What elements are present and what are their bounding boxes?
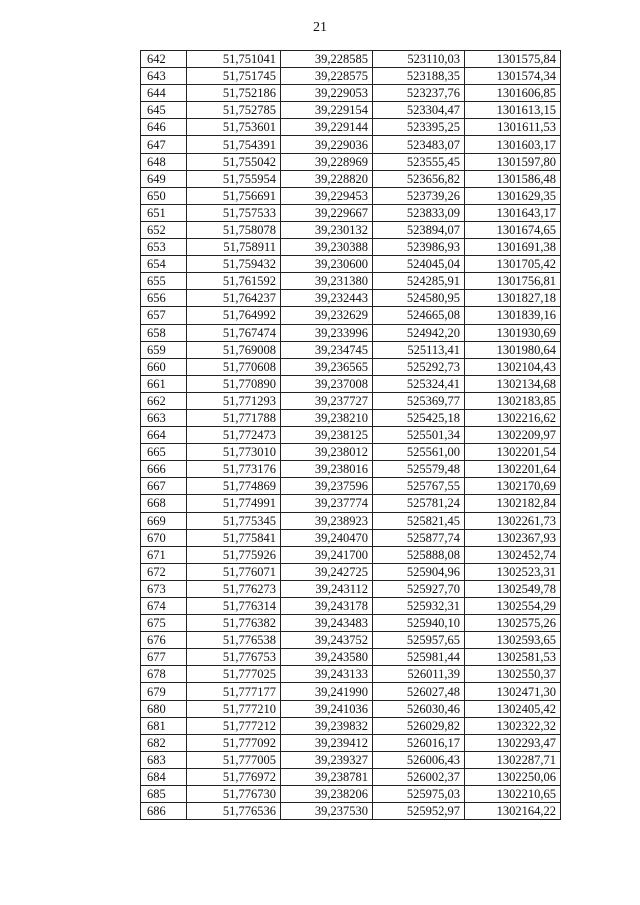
table-row <box>141 512 561 529</box>
table-row <box>141 51 561 68</box>
point-number-cell: 671 <box>141 546 187 563</box>
coordinates-table <box>140 50 561 820</box>
point-number-cell: 669 <box>141 512 187 529</box>
coord-x-cell: 525888,08 <box>373 546 465 563</box>
point-number-cell: 675 <box>141 615 187 632</box>
longitude-cell: 39,233996 <box>281 324 373 341</box>
coord-x-cell: 525932,31 <box>373 598 465 615</box>
coord-x-cell: 524942,20 <box>373 324 465 341</box>
table-row <box>141 409 561 426</box>
table-row <box>141 68 561 85</box>
longitude-cell: 39,228820 <box>281 170 373 187</box>
coord-x-cell: 523395,25 <box>373 119 465 136</box>
longitude-cell: 39,229453 <box>281 187 373 204</box>
coord-y-cell: 1301574,34 <box>465 68 561 85</box>
coord-y-cell: 1302575,26 <box>465 615 561 632</box>
coord-x-cell: 525981,44 <box>373 649 465 666</box>
coord-y-cell: 1302471,30 <box>465 683 561 700</box>
point-number-cell: 676 <box>141 632 187 649</box>
latitude-cell: 51,769008 <box>187 341 281 358</box>
point-number-cell: 664 <box>141 427 187 444</box>
point-number-cell: 673 <box>141 580 187 597</box>
longitude-cell: 39,240470 <box>281 529 373 546</box>
coord-y-cell: 1301674,65 <box>465 221 561 238</box>
point-number-cell: 667 <box>141 478 187 495</box>
longitude-cell: 39,234745 <box>281 341 373 358</box>
coord-x-cell: 523483,07 <box>373 136 465 153</box>
table-row <box>141 529 561 546</box>
coord-y-cell: 1302322,32 <box>465 717 561 734</box>
coord-y-cell: 1302523,31 <box>465 563 561 580</box>
point-number-cell: 670 <box>141 529 187 546</box>
point-number-cell: 661 <box>141 375 187 392</box>
table-row <box>141 478 561 495</box>
point-number-cell: 643 <box>141 68 187 85</box>
point-number-cell: 663 <box>141 409 187 426</box>
point-number-cell: 685 <box>141 786 187 803</box>
longitude-cell: 39,230132 <box>281 221 373 238</box>
point-number-cell: 650 <box>141 187 187 204</box>
latitude-cell: 51,770890 <box>187 375 281 392</box>
coord-x-cell: 524580,95 <box>373 290 465 307</box>
latitude-cell: 51,775926 <box>187 546 281 563</box>
coord-y-cell: 1302250,06 <box>465 768 561 785</box>
latitude-cell: 51,770608 <box>187 358 281 375</box>
longitude-cell: 39,228969 <box>281 153 373 170</box>
coord-x-cell: 525369,77 <box>373 392 465 409</box>
coord-y-cell: 1301603,17 <box>465 136 561 153</box>
longitude-cell: 39,228585 <box>281 51 373 68</box>
coord-y-cell: 1301839,16 <box>465 307 561 324</box>
coord-y-cell: 1302549,78 <box>465 580 561 597</box>
table-row <box>141 683 561 700</box>
point-number-cell: 655 <box>141 273 187 290</box>
latitude-cell: 51,754391 <box>187 136 281 153</box>
coord-x-cell: 526029,82 <box>373 717 465 734</box>
table-row <box>141 256 561 273</box>
coord-y-cell: 1301643,17 <box>465 204 561 221</box>
coord-x-cell: 523304,47 <box>373 102 465 119</box>
longitude-cell: 39,229036 <box>281 136 373 153</box>
coord-y-cell: 1301980,64 <box>465 341 561 358</box>
longitude-cell: 39,238125 <box>281 427 373 444</box>
longitude-cell: 39,238206 <box>281 786 373 803</box>
latitude-cell: 51,753601 <box>187 119 281 136</box>
latitude-cell: 51,777177 <box>187 683 281 700</box>
point-number-cell: 648 <box>141 153 187 170</box>
latitude-cell: 51,776972 <box>187 768 281 785</box>
longitude-cell: 39,230388 <box>281 239 373 256</box>
coord-y-cell: 1302104,43 <box>465 358 561 375</box>
point-number-cell: 666 <box>141 461 187 478</box>
table-row <box>141 717 561 734</box>
coord-y-cell: 1301691,38 <box>465 239 561 256</box>
latitude-cell: 51,775345 <box>187 512 281 529</box>
point-number-cell: 658 <box>141 324 187 341</box>
coord-x-cell: 526016,17 <box>373 734 465 751</box>
coord-x-cell: 525877,74 <box>373 529 465 546</box>
coord-y-cell: 1302210,65 <box>465 786 561 803</box>
longitude-cell: 39,230600 <box>281 256 373 273</box>
longitude-cell: 39,229144 <box>281 119 373 136</box>
longitude-cell: 39,232629 <box>281 307 373 324</box>
table-row <box>141 239 561 256</box>
latitude-cell: 51,764992 <box>187 307 281 324</box>
latitude-cell: 51,752785 <box>187 102 281 119</box>
longitude-cell: 39,243112 <box>281 580 373 597</box>
latitude-cell: 51,757533 <box>187 204 281 221</box>
point-number-cell: 660 <box>141 358 187 375</box>
coord-y-cell: 1302550,37 <box>465 666 561 683</box>
table-row <box>141 461 561 478</box>
table-row <box>141 546 561 563</box>
longitude-cell: 39,237596 <box>281 478 373 495</box>
point-number-cell: 680 <box>141 700 187 717</box>
point-number-cell: 681 <box>141 717 187 734</box>
coord-y-cell: 1301705,42 <box>465 256 561 273</box>
table-row <box>141 102 561 119</box>
latitude-cell: 51,776314 <box>187 598 281 615</box>
longitude-cell: 39,241700 <box>281 546 373 563</box>
longitude-cell: 39,229154 <box>281 102 373 119</box>
coord-y-cell: 1301575,84 <box>465 51 561 68</box>
coord-y-cell: 1302209,97 <box>465 427 561 444</box>
latitude-cell: 51,758911 <box>187 239 281 256</box>
table-row <box>141 768 561 785</box>
table-row <box>141 563 561 580</box>
latitude-cell: 51,759432 <box>187 256 281 273</box>
table-row <box>141 324 561 341</box>
coord-x-cell: 526011,39 <box>373 666 465 683</box>
latitude-cell: 51,751041 <box>187 51 281 68</box>
coord-x-cell: 526030,46 <box>373 700 465 717</box>
point-number-cell: 653 <box>141 239 187 256</box>
longitude-cell: 39,243752 <box>281 632 373 649</box>
latitude-cell: 51,776273 <box>187 580 281 597</box>
coord-x-cell: 525425,18 <box>373 409 465 426</box>
longitude-cell: 39,228575 <box>281 68 373 85</box>
latitude-cell: 51,776382 <box>187 615 281 632</box>
longitude-cell: 39,242725 <box>281 563 373 580</box>
table-row <box>141 444 561 461</box>
table-row <box>141 85 561 102</box>
latitude-cell: 51,771788 <box>187 409 281 426</box>
latitude-cell: 51,773176 <box>187 461 281 478</box>
longitude-cell: 39,241036 <box>281 700 373 717</box>
table-row <box>141 803 561 820</box>
coord-x-cell: 525975,03 <box>373 786 465 803</box>
coord-x-cell: 525579,48 <box>373 461 465 478</box>
coord-y-cell: 1302581,53 <box>465 649 561 666</box>
point-number-cell: 672 <box>141 563 187 580</box>
coord-x-cell: 523656,82 <box>373 170 465 187</box>
table-row <box>141 170 561 187</box>
coord-x-cell: 525952,97 <box>373 803 465 820</box>
latitude-cell: 51,777005 <box>187 751 281 768</box>
coord-x-cell: 525927,70 <box>373 580 465 597</box>
coord-y-cell: 1302170,69 <box>465 478 561 495</box>
coord-y-cell: 1302182,84 <box>465 495 561 512</box>
longitude-cell: 39,239327 <box>281 751 373 768</box>
coord-x-cell: 523739,26 <box>373 187 465 204</box>
point-number-cell: 645 <box>141 102 187 119</box>
point-number-cell: 674 <box>141 598 187 615</box>
latitude-cell: 51,774991 <box>187 495 281 512</box>
point-number-cell: 651 <box>141 204 187 221</box>
longitude-cell: 39,243133 <box>281 666 373 683</box>
coord-y-cell: 1302293,47 <box>465 734 561 751</box>
longitude-cell: 39,238210 <box>281 409 373 426</box>
point-number-cell: 684 <box>141 768 187 785</box>
page-number: 21 <box>313 20 327 35</box>
coord-y-cell: 1302593,65 <box>465 632 561 649</box>
table-row <box>141 751 561 768</box>
table-row <box>141 307 561 324</box>
table-row <box>141 734 561 751</box>
table-row <box>141 204 561 221</box>
point-number-cell: 665 <box>141 444 187 461</box>
coord-y-cell: 1302405,42 <box>465 700 561 717</box>
coord-x-cell: 526006,43 <box>373 751 465 768</box>
table-row <box>141 273 561 290</box>
latitude-cell: 51,773010 <box>187 444 281 461</box>
latitude-cell: 51,777212 <box>187 717 281 734</box>
latitude-cell: 51,777025 <box>187 666 281 683</box>
point-number-cell: 686 <box>141 803 187 820</box>
latitude-cell: 51,767474 <box>187 324 281 341</box>
latitude-cell: 51,775841 <box>187 529 281 546</box>
latitude-cell: 51,761592 <box>187 273 281 290</box>
coord-y-cell: 1302216,62 <box>465 409 561 426</box>
coord-x-cell: 523833,09 <box>373 204 465 221</box>
latitude-cell: 51,776071 <box>187 563 281 580</box>
longitude-cell: 39,239412 <box>281 734 373 751</box>
point-number-cell: 657 <box>141 307 187 324</box>
coord-x-cell: 525904,96 <box>373 563 465 580</box>
longitude-cell: 39,236565 <box>281 358 373 375</box>
coord-y-cell: 1301930,69 <box>465 324 561 341</box>
longitude-cell: 39,238781 <box>281 768 373 785</box>
longitude-cell: 39,237530 <box>281 803 373 820</box>
longitude-cell: 39,243178 <box>281 598 373 615</box>
coord-y-cell: 1302201,54 <box>465 444 561 461</box>
table-row <box>141 136 561 153</box>
coord-x-cell: 525501,34 <box>373 427 465 444</box>
coord-x-cell: 523986,93 <box>373 239 465 256</box>
point-number-cell: 644 <box>141 85 187 102</box>
coord-y-cell: 1301611,53 <box>465 119 561 136</box>
latitude-cell: 51,772473 <box>187 427 281 444</box>
coord-x-cell: 526002,37 <box>373 768 465 785</box>
latitude-cell: 51,771293 <box>187 392 281 409</box>
table-row <box>141 700 561 717</box>
coord-x-cell: 523237,76 <box>373 85 465 102</box>
coord-x-cell: 524665,08 <box>373 307 465 324</box>
point-number-cell: 659 <box>141 341 187 358</box>
coord-y-cell: 1301613,15 <box>465 102 561 119</box>
point-number-cell: 656 <box>141 290 187 307</box>
table-row <box>141 341 561 358</box>
latitude-cell: 51,751745 <box>187 68 281 85</box>
coord-y-cell: 1302201,64 <box>465 461 561 478</box>
coord-y-cell: 1301597,80 <box>465 153 561 170</box>
coord-x-cell: 523188,35 <box>373 68 465 85</box>
table-row <box>141 598 561 615</box>
latitude-cell: 51,758078 <box>187 221 281 238</box>
coord-y-cell: 1302134,68 <box>465 375 561 392</box>
table-row <box>141 153 561 170</box>
longitude-cell: 39,243580 <box>281 649 373 666</box>
table-row <box>141 358 561 375</box>
table-row <box>141 632 561 649</box>
point-number-cell: 683 <box>141 751 187 768</box>
longitude-cell: 39,243483 <box>281 615 373 632</box>
longitude-cell: 39,232443 <box>281 290 373 307</box>
coord-x-cell: 525561,00 <box>373 444 465 461</box>
longitude-cell: 39,237774 <box>281 495 373 512</box>
point-number-cell: 647 <box>141 136 187 153</box>
point-number-cell: 654 <box>141 256 187 273</box>
coord-y-cell: 1301606,85 <box>465 85 561 102</box>
coord-y-cell: 1302452,74 <box>465 546 561 563</box>
point-number-cell: 642 <box>141 51 187 68</box>
latitude-cell: 51,755042 <box>187 153 281 170</box>
table-row <box>141 392 561 409</box>
longitude-cell: 39,241990 <box>281 683 373 700</box>
coord-x-cell: 525957,65 <box>373 632 465 649</box>
latitude-cell: 51,764237 <box>187 290 281 307</box>
point-number-cell: 668 <box>141 495 187 512</box>
latitude-cell: 51,777092 <box>187 734 281 751</box>
coord-x-cell: 525292,73 <box>373 358 465 375</box>
latitude-cell: 51,776753 <box>187 649 281 666</box>
point-number-cell: 662 <box>141 392 187 409</box>
coordinates-table-body <box>141 51 561 820</box>
point-number-cell: 677 <box>141 649 187 666</box>
latitude-cell: 51,776536 <box>187 803 281 820</box>
latitude-cell: 51,755954 <box>187 170 281 187</box>
point-number-cell: 652 <box>141 221 187 238</box>
longitude-cell: 39,238012 <box>281 444 373 461</box>
point-number-cell: 679 <box>141 683 187 700</box>
table-row <box>141 290 561 307</box>
latitude-cell: 51,776730 <box>187 786 281 803</box>
longitude-cell: 39,239832 <box>281 717 373 734</box>
table-row <box>141 187 561 204</box>
coord-y-cell: 1302261,73 <box>465 512 561 529</box>
longitude-cell: 39,238923 <box>281 512 373 529</box>
latitude-cell: 51,774869 <box>187 478 281 495</box>
longitude-cell: 39,229667 <box>281 204 373 221</box>
coord-x-cell: 523110,03 <box>373 51 465 68</box>
latitude-cell: 51,752186 <box>187 85 281 102</box>
coord-x-cell: 525781,24 <box>373 495 465 512</box>
point-number-cell: 646 <box>141 119 187 136</box>
coord-y-cell: 1302367,93 <box>465 529 561 546</box>
table-row <box>141 119 561 136</box>
table-row <box>141 649 561 666</box>
coord-y-cell: 1301827,18 <box>465 290 561 307</box>
coord-x-cell: 523555,45 <box>373 153 465 170</box>
coord-x-cell: 525940,10 <box>373 615 465 632</box>
coord-y-cell: 1302164,22 <box>465 803 561 820</box>
table-row <box>141 427 561 444</box>
coord-y-cell: 1302554,29 <box>465 598 561 615</box>
coord-y-cell: 1301756,81 <box>465 273 561 290</box>
coord-x-cell: 526027,48 <box>373 683 465 700</box>
longitude-cell: 39,229053 <box>281 85 373 102</box>
point-number-cell: 682 <box>141 734 187 751</box>
table-row <box>141 786 561 803</box>
coord-y-cell: 1301586,48 <box>465 170 561 187</box>
coord-y-cell: 1301629,35 <box>465 187 561 204</box>
latitude-cell: 51,777210 <box>187 700 281 717</box>
table-row <box>141 615 561 632</box>
coord-x-cell: 524045,04 <box>373 256 465 273</box>
table-row <box>141 580 561 597</box>
table-row <box>141 495 561 512</box>
latitude-cell: 51,776538 <box>187 632 281 649</box>
longitude-cell: 39,237727 <box>281 392 373 409</box>
longitude-cell: 39,231380 <box>281 273 373 290</box>
coord-x-cell: 525113,41 <box>373 341 465 358</box>
latitude-cell: 51,756691 <box>187 187 281 204</box>
table-row <box>141 375 561 392</box>
point-number-cell: 678 <box>141 666 187 683</box>
coord-y-cell: 1302183,85 <box>465 392 561 409</box>
longitude-cell: 39,238016 <box>281 461 373 478</box>
point-number-cell: 649 <box>141 170 187 187</box>
longitude-cell: 39,237008 <box>281 375 373 392</box>
table-row <box>141 666 561 683</box>
coord-x-cell: 523894,07 <box>373 221 465 238</box>
coord-x-cell: 525821,45 <box>373 512 465 529</box>
coord-x-cell: 524285,91 <box>373 273 465 290</box>
coord-x-cell: 525767,55 <box>373 478 465 495</box>
table-row <box>141 221 561 238</box>
coord-y-cell: 1302287,71 <box>465 751 561 768</box>
coord-x-cell: 525324,41 <box>373 375 465 392</box>
